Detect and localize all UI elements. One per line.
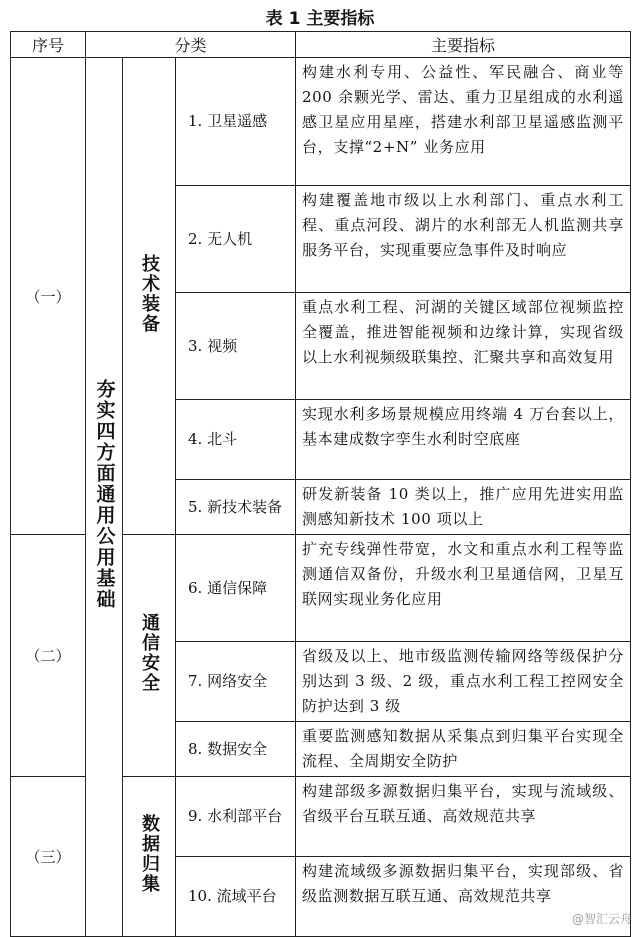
sub-category-label: 数据归集 bbox=[139, 814, 160, 894]
sub-category-label: 通信安全 bbox=[139, 613, 160, 693]
desc-cell: 构建部级多源数据归集平台，实现与流域级、省级平台互联互通、高效规范共享 bbox=[296, 777, 631, 857]
desc-cell: 构建覆盖地市级以上水利部门、重点水利工程、重点河段、湖片的水利部无人机监测共享服务平台，实现重要应急事件及时响应 bbox=[296, 186, 631, 293]
group-seq: （一） bbox=[11, 58, 86, 535]
sub-category-cell bbox=[123, 58, 176, 535]
main-category-cell bbox=[86, 58, 123, 937]
table-title: 表 1 主要指标 bbox=[265, 9, 375, 29]
table-row bbox=[11, 58, 631, 186]
item-cell: 3. 视频 bbox=[176, 293, 296, 400]
group-seq: （二） bbox=[11, 535, 86, 777]
desc-cell: 扩充专线弹性带宽，水文和重点水利工程等监测通信双备份，升级水利卫星通信网，卫星互联网实现业务化应用 bbox=[296, 535, 631, 642]
sub-category-label: 技术装备 bbox=[139, 253, 160, 334]
watermark: @智汇云舟 bbox=[571, 912, 632, 926]
sub-category-cell bbox=[123, 535, 176, 777]
item-cell: 9. 水利部平台 bbox=[176, 777, 296, 857]
indicator-table bbox=[10, 31, 631, 937]
item-cell: 5. 新技术装备 bbox=[176, 480, 296, 535]
item-cell: 8. 数据安全 bbox=[176, 722, 296, 777]
header-category: 分类 bbox=[86, 32, 296, 58]
header-seq: 序号 bbox=[11, 32, 86, 58]
item-cell: 10. 流域平台 bbox=[176, 857, 296, 937]
desc-cell: 构建水利专用、公益性、军民融合、商业等 200 余颗光学、雷达、重力卫星组成的水利遥感卫星应用星座，搭建水利部卫星遥感监测平台，支撑“2+N” 业务应用 bbox=[296, 58, 631, 186]
header-row bbox=[11, 32, 631, 58]
desc-cell: 重点水利工程、河湖的关键区域部位视频监控全覆盖，推进智能视频和边缘计算，实现省级以上水利视频级联集控、汇聚共享和高效复用 bbox=[296, 293, 631, 400]
desc-cell: 构建流域级多源数据归集平台，实现部级、省级监测数据互联互通、高效规范共享 bbox=[296, 857, 631, 937]
sub-category-cell bbox=[123, 777, 176, 937]
desc-cell: 实现水利多场景规模应用终端 4 万台套以上，基本建成数字孪生水利时空底座 bbox=[296, 400, 631, 480]
group-seq: （三） bbox=[11, 777, 86, 937]
desc-cell: 省级及以上、地市级监测传输网络等级保护分别达到 3 级、2 级，重点水利工程工控网安全防护达到 3 级 bbox=[296, 642, 631, 722]
item-cell: 1. 卫星遥感 bbox=[176, 58, 296, 186]
desc-cell: 重要监测感知数据从采集点到归集平台实现全流程、全周期安全防护 bbox=[296, 722, 631, 777]
item-cell: 7. 网络安全 bbox=[176, 642, 296, 722]
item-cell: 4. 北斗 bbox=[176, 400, 296, 480]
main-category-label: 夯实四方面通用公用基础 bbox=[93, 379, 116, 610]
item-cell: 2. 无人机 bbox=[176, 186, 296, 293]
desc-cell: 研发新装备 10 类以上，推广应用先进实用监测感知新技术 100 项以上 bbox=[296, 480, 631, 535]
header-indicator: 主要指标 bbox=[296, 32, 631, 58]
item-cell: 6. 通信保障 bbox=[176, 535, 296, 642]
